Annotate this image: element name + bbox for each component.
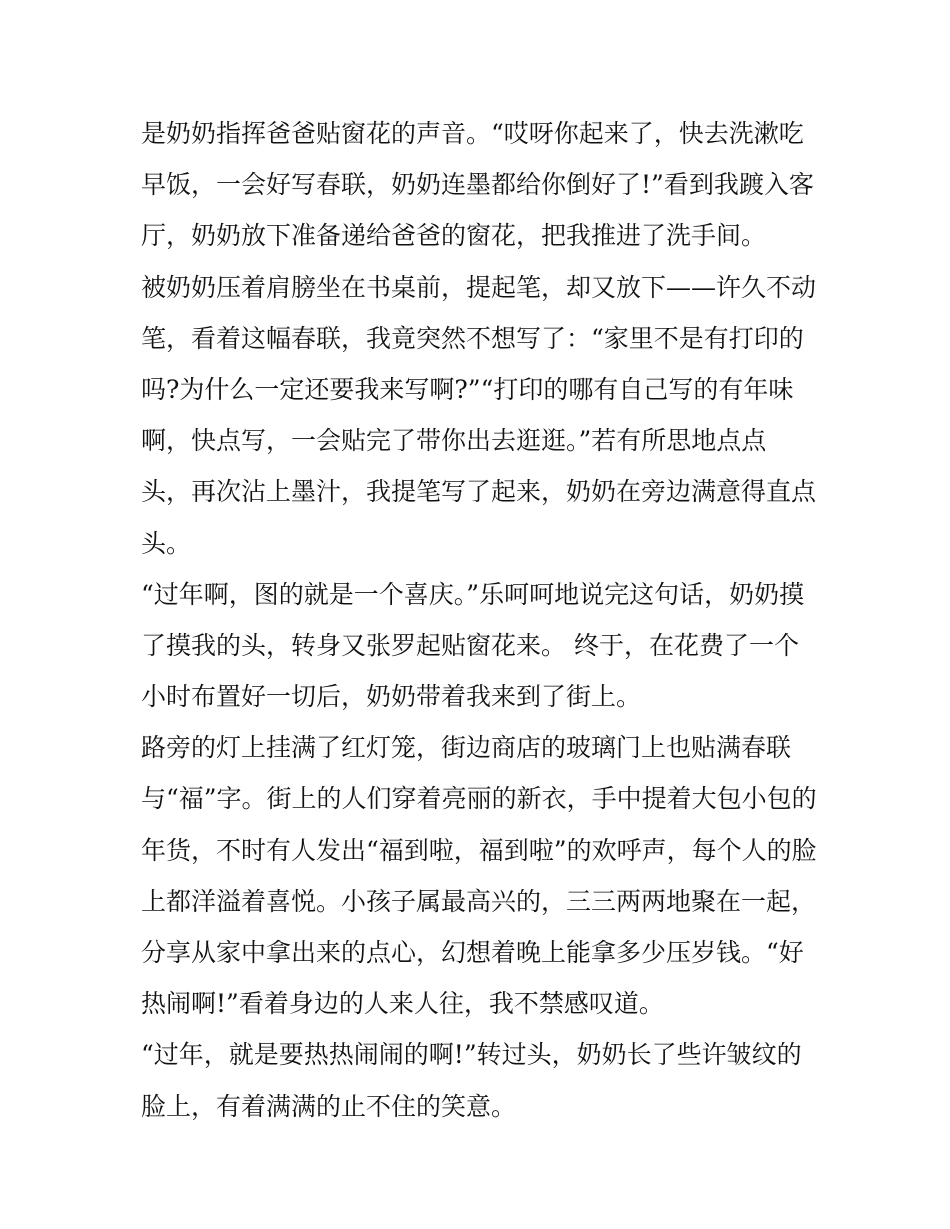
text-line: “过年啊，图的就是一个喜庆。”乐呵呵地说完这句话，奶奶摸 xyxy=(141,579,805,609)
text-line: 与“福”字。街上的人们穿着亮丽的新衣，手中提着大包小包的 xyxy=(141,784,817,814)
text-line: 热闹啊!”看着身边的人来人往，我不禁感叹道。 xyxy=(141,989,664,1019)
text-line: 是奶奶指挥爸爸贴窗花的声音。“哎呀你起来了，快去洗漱吃 xyxy=(141,119,804,148)
text-line: 厅，奶奶放下准备递给爸爸的窗花，把我推进了洗手间。 xyxy=(141,221,767,251)
text-line: 早饭，一会好写春联，奶奶连墨都给你倒好了!”看到我踱入客 xyxy=(141,170,814,200)
text-line: 分享从家中拿出来的点心，幻想着晚上能拿多少压岁钱。“好 xyxy=(141,938,804,967)
text-line: 年货，不时有人发出“福到啦，福到啦”的欢呼声，每个人的脸 xyxy=(141,835,817,865)
text-line: 路旁的灯上挂满了红灯笼，街边商店的玻璃门上也贴满春联 xyxy=(141,733,792,763)
text-line: 小时布置好一切后，奶奶带着我来到了街上。 xyxy=(141,682,642,712)
text-line: 吗?为什么一定还要我来写啊?”“打印的哪有自己写的有年味 xyxy=(141,374,794,404)
text-line: 了摸我的头，转身又张罗起贴窗花来。 终于，在花费了一个 xyxy=(141,630,799,660)
text-line: 啊，快点写，一会贴完了带你出去逛逛。”若有所思地点点 xyxy=(141,426,767,456)
text-line: 被奶奶压着肩膀坐在书桌前，提起笔，却又放下——许久不动 xyxy=(141,272,817,302)
text-line: 头。 xyxy=(141,528,192,558)
essay-text xyxy=(141,108,821,1132)
text-line: 上都洋溢着喜悦。小孩子属最高兴的，三三两两地聚在一起， xyxy=(141,886,817,916)
text-line: 头，再次沾上墨汁，我提笔写了起来，奶奶在旁边满意得直点 xyxy=(141,477,817,507)
text-line: 笔，看着这幅春联，我竟突然不想写了：“家里不是有打印的 xyxy=(141,323,804,353)
text-line: “过年，就是要热热闹闹的啊!”转过头，奶奶长了些许皱纹的 xyxy=(141,1040,802,1070)
text-line: 脸上，有着满满的止不住的笑意。 xyxy=(141,1091,517,1121)
